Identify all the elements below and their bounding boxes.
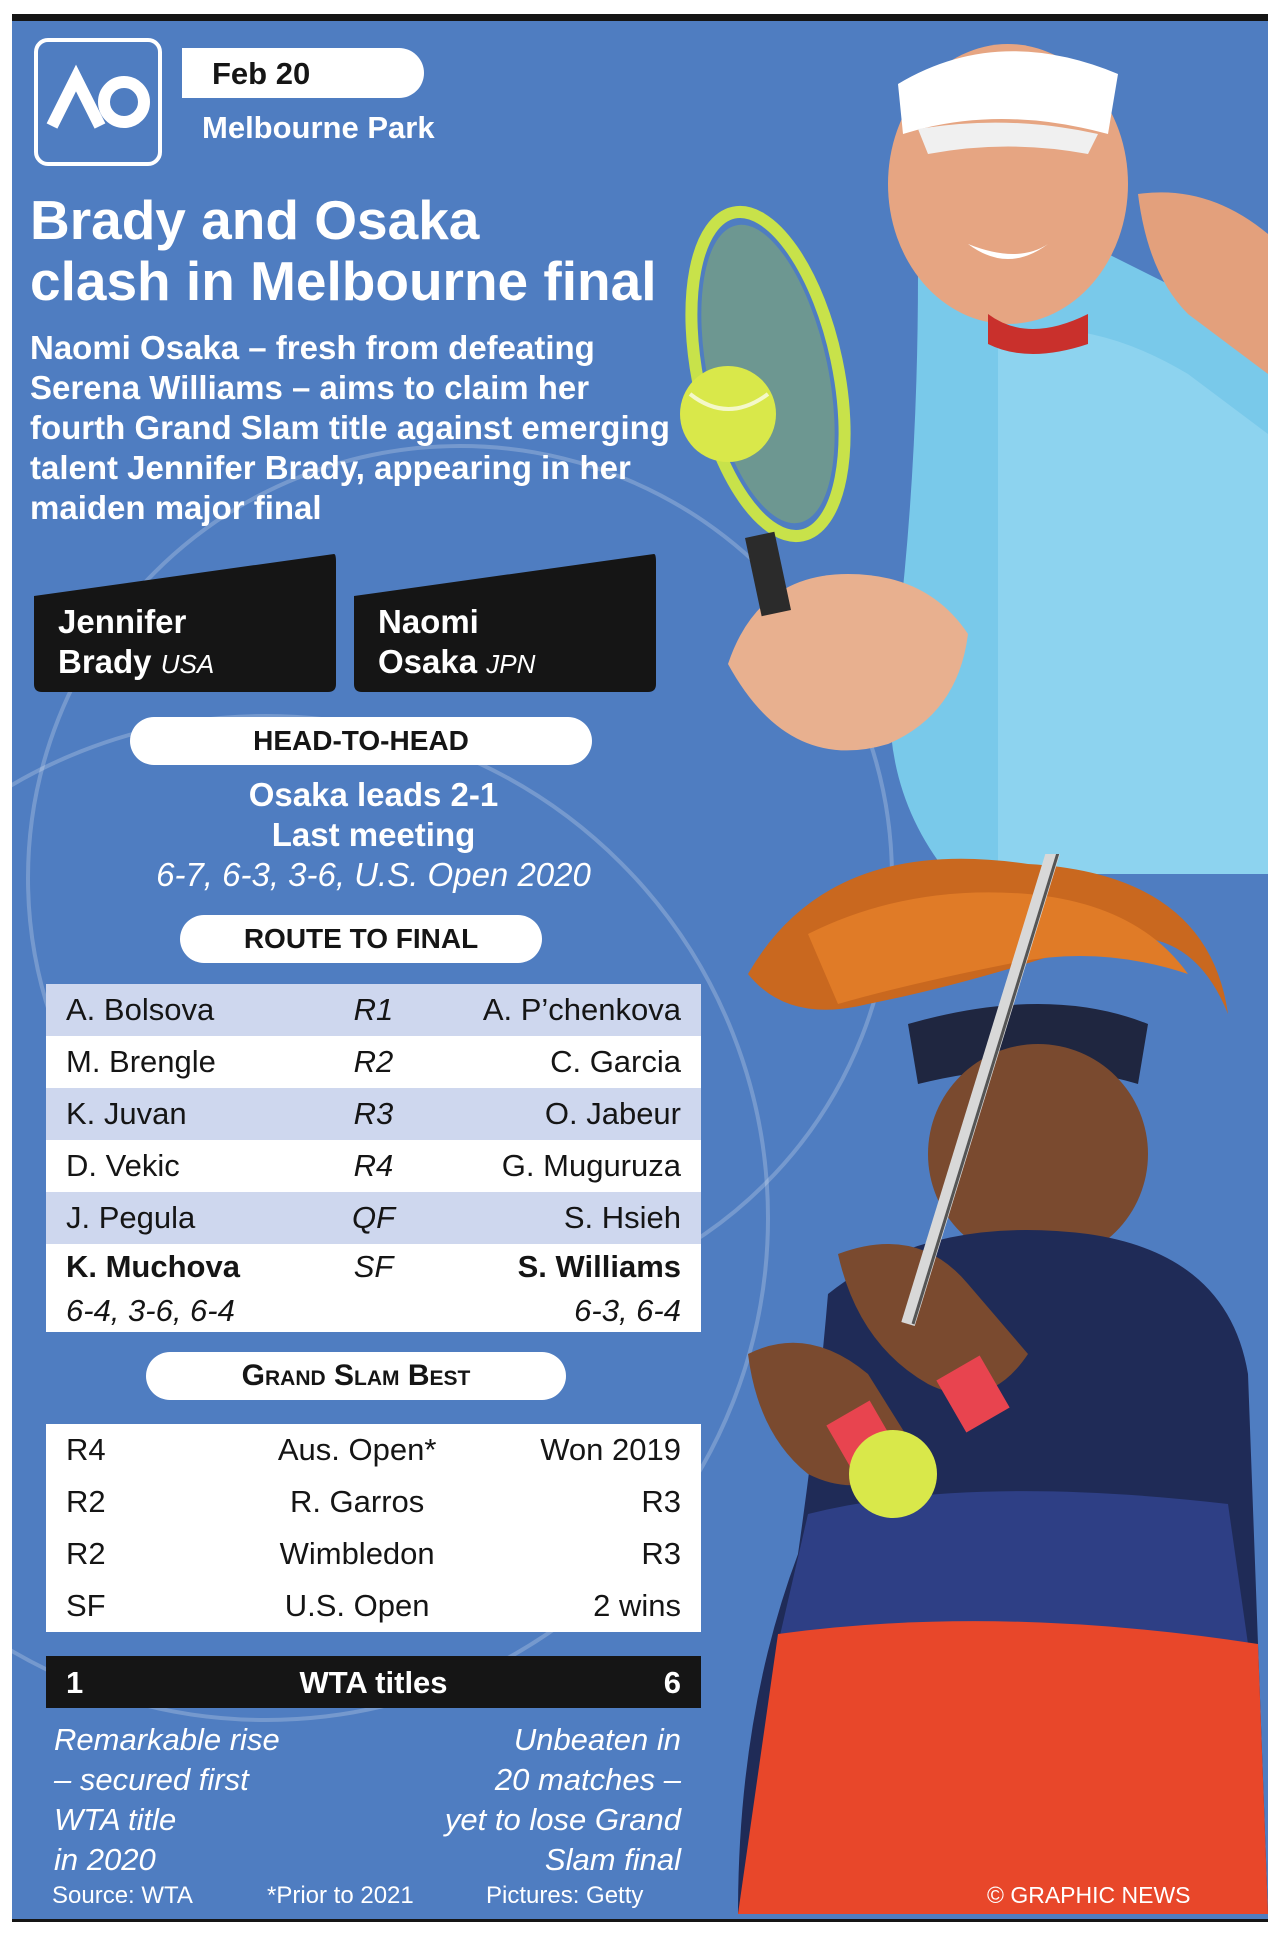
- table-row: [46, 1476, 701, 1528]
- event-name: R. Garros: [289, 1484, 425, 1519]
- grand-slam-heading: [146, 1352, 566, 1400]
- table-row: [46, 1140, 701, 1192]
- table-row: [46, 1424, 701, 1476]
- ao-logo: [34, 38, 162, 166]
- player-first-name: Jennifer: [58, 603, 187, 640]
- osaka-opponent: C. Garcia: [550, 1044, 681, 1079]
- brady-opponent: A. Bolsova: [66, 992, 215, 1027]
- brady-result: R4: [66, 1432, 106, 1467]
- osaka-opponent: A. P’chenkova: [482, 992, 681, 1027]
- note-line: Slam final: [544, 1842, 681, 1877]
- brady-sf-score: 6-4, 3-6, 6-4: [66, 1293, 235, 1328]
- player-last-name: Brady: [58, 643, 152, 680]
- table-row: [46, 1244, 701, 1290]
- osaka-result: R3: [641, 1484, 681, 1519]
- osaka-result: 2 wins: [593, 1588, 681, 1623]
- brady-opponent: J. Pegula: [66, 1200, 196, 1235]
- h2h-last-label: Last meeting: [271, 816, 476, 853]
- graphic-news-credit: © GRAPHIC NEWS: [987, 1882, 1191, 1908]
- wta-titles-bar: [46, 1656, 701, 1708]
- osaka-wta-titles: 6: [663, 1665, 681, 1700]
- table-row: [46, 1192, 701, 1244]
- empty-cell: [308, 1290, 439, 1332]
- note-line: yet to lose Grand: [444, 1802, 681, 1837]
- head-to-head-heading: HEAD-TO-HEAD: [130, 717, 592, 765]
- note-line: in 2020: [54, 1842, 156, 1877]
- headline-line-2: clash in Melbourne final: [30, 250, 657, 312]
- footnote: *Prior to 2021: [267, 1882, 414, 1909]
- note-line: 20 matches –: [494, 1762, 681, 1797]
- route-heading: ROUTE TO FINAL: [180, 915, 542, 963]
- brady-opponent: K. Juvan: [66, 1096, 187, 1131]
- osaka-sf-score: 6-3, 6-4: [574, 1293, 681, 1328]
- brady-result: SF: [66, 1588, 106, 1623]
- round-label: SF: [353, 1249, 394, 1284]
- table-row: [46, 1036, 701, 1088]
- note-line: WTA title: [54, 1802, 177, 1837]
- player-nation: USA: [160, 649, 215, 679]
- brady-photo: [668, 14, 1268, 874]
- brady-wta-titles: 1: [66, 1665, 84, 1700]
- osaka-opponent: O. Jabeur: [544, 1096, 681, 1131]
- grand-slam-heading-text: Grand Slam Best: [241, 1359, 471, 1392]
- player-last-name: Osaka: [378, 643, 478, 680]
- venue: Melbourne Park: [202, 110, 435, 145]
- note-line: – secured first: [54, 1762, 249, 1797]
- match-date: Feb 20: [212, 56, 311, 91]
- table-row: [46, 1580, 701, 1632]
- brady-opponent: D. Vekic: [66, 1148, 180, 1183]
- osaka-result: Won 2019: [540, 1432, 681, 1467]
- infographic: [12, 14, 1268, 1922]
- event-name: Aus. Open*: [277, 1432, 437, 1467]
- osaka-opponent: S. Hsieh: [563, 1200, 681, 1235]
- ao-logo-icon: [38, 42, 158, 162]
- table-row: [46, 1088, 701, 1140]
- round-label: R2: [353, 1044, 394, 1079]
- h2h-record: Osaka leads 2-1: [248, 776, 499, 813]
- note-line: Unbeaten in: [513, 1722, 681, 1757]
- pictures-credit: Pictures: Getty: [486, 1882, 644, 1909]
- date-badge: [182, 48, 424, 98]
- player-card-brady: [34, 554, 336, 692]
- brady-note: [54, 1720, 354, 1880]
- headline-line-1: Brady and Osaka: [30, 189, 480, 251]
- round-label: R1: [353, 992, 394, 1027]
- event-name: U.S. Open: [284, 1588, 430, 1623]
- event-name: Wimbledon: [279, 1536, 435, 1571]
- grand-slam-table: [46, 1424, 701, 1632]
- osaka-result: R3: [641, 1536, 681, 1571]
- brady-result: R2: [66, 1536, 106, 1571]
- table-row: [46, 984, 701, 1036]
- osaka-photo: [668, 854, 1268, 1914]
- table-row: [46, 1290, 701, 1332]
- headline: [30, 190, 690, 312]
- round-label: QF: [351, 1200, 396, 1235]
- brady-opponent: M. Brengle: [66, 1044, 216, 1079]
- player-photos: [668, 14, 1268, 1922]
- round-label: R3: [353, 1096, 394, 1131]
- h2h-last-score: 6-7, 6-3, 3-6, U.S. Open 2020: [156, 856, 591, 893]
- brady-result: R2: [66, 1484, 106, 1519]
- wta-titles-label: WTA titles: [299, 1665, 448, 1700]
- note-line: Remarkable rise: [54, 1722, 280, 1757]
- player-nation: JPN: [486, 649, 536, 679]
- osaka-opponent: S. Williams: [517, 1249, 681, 1284]
- round-label: R4: [353, 1148, 394, 1183]
- table-row: [46, 1528, 701, 1580]
- intro-text: Naomi Osaka – fresh from defeating Serena Williams – aims to claim her fourth Grand Slam title against emerging talent Jennifer Brady, appearing in her maiden major final: [30, 329, 670, 526]
- brady-opponent: K. Muchova: [66, 1249, 240, 1284]
- player-first-name: Naomi: [378, 603, 479, 640]
- osaka-opponent: G. Muguruza: [501, 1148, 681, 1183]
- osaka-note: [381, 1720, 681, 1880]
- source-credit: Source: WTA: [52, 1882, 193, 1909]
- route-table: [46, 984, 701, 1332]
- player-card-osaka: [354, 554, 656, 692]
